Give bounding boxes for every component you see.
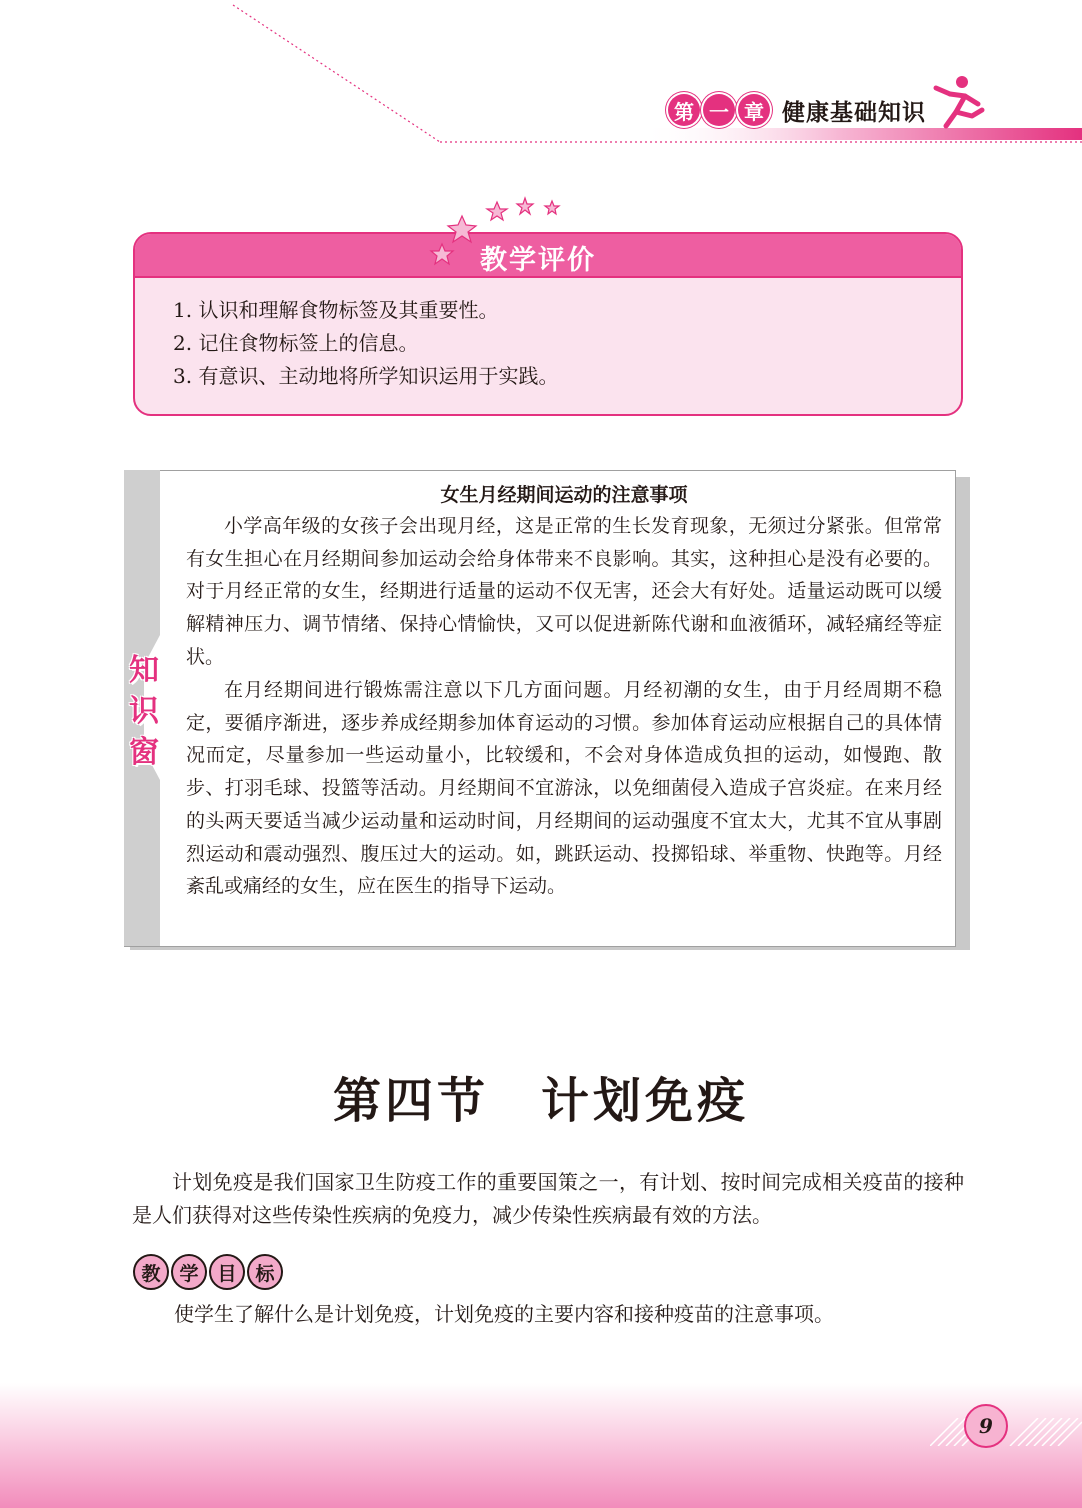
list-item: 2. 记住食物标签上的信息。 [173,331,419,355]
knowledge-label-char: 识 [129,694,159,729]
runner-icon [936,76,982,126]
chapter-header [668,90,926,130]
knowledge-title: 女生月经期间运动的注意事项 [440,484,688,506]
section-title: 第四节 计划免疫 [332,1073,749,1129]
goal-char: 目 [209,1254,245,1290]
intro-paragraph: 计划免疫是我们国家卫生防疫工作的重要国策之一，有计划、按时间完成相关疫苗的接种是人们获得对这些传染性疾病的免疫力，减少传染性疾病最有效的方法。 [132,1170,964,1227]
chapter-char: 章 [738,94,770,126]
goal-char: 标 [247,1254,283,1290]
knowledge-paragraph: 小学高年级的女孩子会出现月经，这是正常的生长发育现象，无须过分紧张。但常常有女生担心在月经期间参加运动会给身体带来不良影响。其实，这种担心是没有必要的。对于月经正常的女生，经期进行适量的运动不仅无害，还会大有好处。适量运动既可以缓解精神压力、调节情绪、保持心情愉快，又可以促进新陈代谢和血液循环，减轻痛经等症状。 [186,515,942,668]
stars-icon [420,196,570,266]
chapter-char: 第 [668,94,700,126]
chapter-title: 健康基础知识 [782,99,926,126]
knowledge-label-char: 窗 [129,735,159,770]
list-item: 3. 有意识、主动地将所学知识运用于实践。 [173,364,559,388]
knowledge-label-char: 知 [129,653,159,688]
evaluation-list [173,294,558,393]
footer-band [0,1383,1082,1508]
goal-text: 使学生了解什么是计划免疫，计划免疫的主要内容和接种疫苗的注意事项。 [174,1302,834,1326]
knowledge-paragraph: 在月经期间进行锻炼需注意以下几方面问题。月经初潮的女生，由于月经周期不稳定，要循序渐进，逐步养成经期参加体育运动的习惯。参加体育运动应根据自己的具体情况而定，尽量参加一些运动量小，比较缓和，不会对身体造成负担的运动，如慢跑、散步、打羽毛球、投篮等活动。月经期间不宜游泳，以免细菌侵入造成子宫炎症。在来月经的头两天要适当减少运动量和运动时间，月经期间的运动强度不宜太大，尤其不宜从事剧烈运动和震动强烈、腹压过大的运动。如，跳跃运动、投掷铅球、举重物、快跑等。月经紊乱或痛经的女生，应在医生的指导下运动。 [186,679,942,898]
teaching-goal-badge [133,1254,285,1290]
goal-char: 教 [133,1254,169,1290]
goal-char: 学 [171,1254,207,1290]
evaluation-title: 教学评价 [480,245,596,276]
page-number: 9 [964,1404,1008,1448]
chapter-char: 一 [703,94,735,126]
list-item: 1. 认识和理解食物标签及其重要性。 [173,298,499,322]
knowledge-label [124,650,164,773]
